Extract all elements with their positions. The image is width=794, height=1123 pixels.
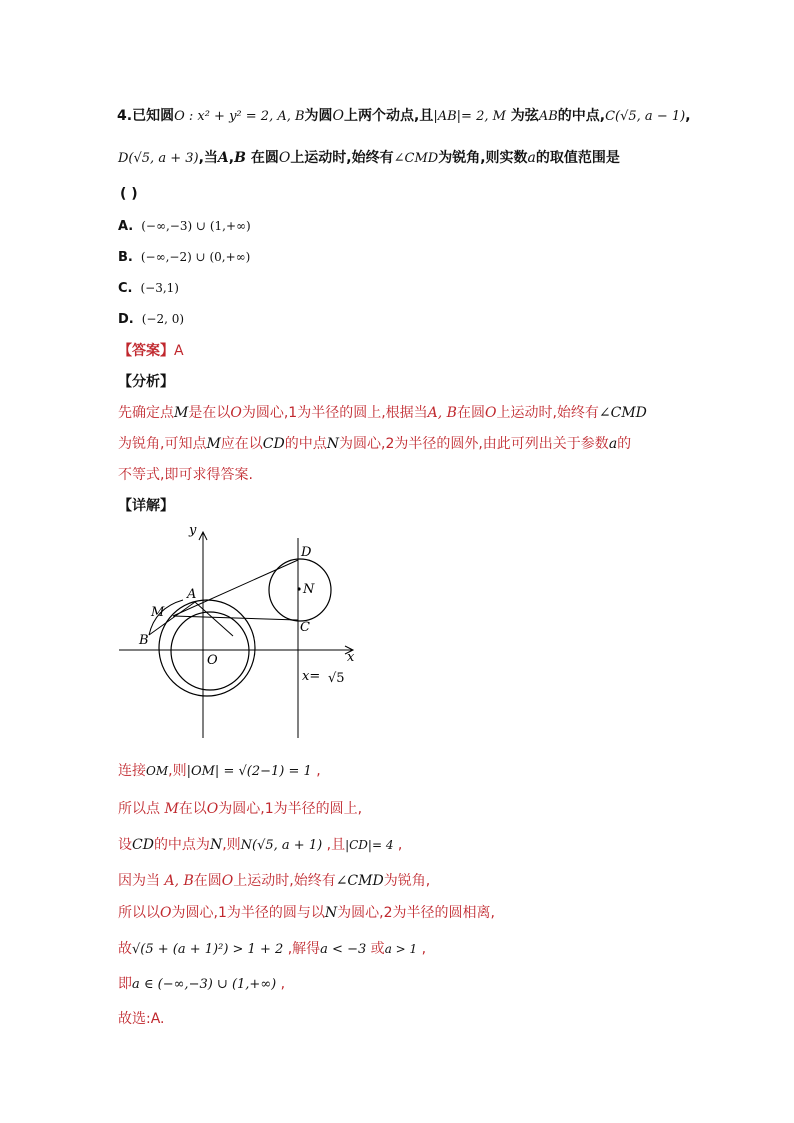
option-a: A. (−∞,−3) ∪ (1,+∞) [118, 219, 251, 234]
label-sqrt5: √5 [328, 671, 345, 686]
analysis-tag: 【分析】 [118, 374, 174, 390]
question-line-2: D(√5, a + 3),当A,B 在圆O上运动时,始终有∠CMD为锐角,则实数a的取值范围是 [118, 150, 620, 166]
question-line-1: 4.已知圆O : x² + y² = 2, A, B为圆O上两个动点,且|AB|= 2, M 为弦AB的中点,C(√5, a − 1), [117, 108, 691, 124]
label-d: D [301, 545, 312, 560]
label-y: y [189, 523, 197, 538]
circle-o-outer [159, 600, 255, 696]
answer-section [118, 341, 184, 361]
detail-line-2: 所以点 M在以O为圆心,1为半径的圆上, [118, 801, 363, 817]
option-d: D. (−2, 0) [118, 312, 185, 327]
segment-a-down [195, 602, 233, 636]
answer-blank: ( ) [120, 186, 138, 202]
label-xeq: x= [302, 669, 321, 684]
detail-line-3: 设CD的中点为N,则N(√5, a + 1) ,且|CD|= 4 , [118, 837, 403, 853]
detail-line-4: 因为当 A, B在圆O上运动时,始终有∠CMD为锐角, [118, 873, 431, 889]
label-o: O [207, 653, 218, 668]
label-a: A [187, 587, 197, 602]
analysis-line-2: 为锐角,可知点M应在以CD的中点N为圆心,2为半径的圆外,由此可列出关于参数a的 [118, 436, 632, 452]
detail-line-6: 故√(5 + (a + 1)²) > 1 + 2 ,解得a < −3 或a > 1 , [118, 941, 427, 957]
detail-line-1: 连接OM,则|OM| = √(2−1) = 1 , [118, 763, 321, 779]
answer-tag: 【答案】 [118, 343, 174, 359]
geometry-figure [115, 518, 365, 740]
label-n: N [303, 582, 315, 597]
option-b: B. (−∞,−2) ∪ (0,+∞) [118, 250, 251, 265]
label-b: B [139, 633, 149, 648]
circle-o-inner [171, 612, 249, 690]
analysis-line-1: 先确定点M是在以O为圆心,1为半径的圆上,根据当A, B在圆O上运动时,始终有∠CMD [118, 405, 647, 421]
detail-line-5: 所以以O为圆心,1为半径的圆与以N为圆心,2为半径的圆相离, [118, 905, 495, 921]
question-number: 4 [117, 108, 127, 124]
detail-line-7: 即a ∈ (−∞,−3) ∪ (1,+∞) , [118, 976, 286, 992]
answer-value: A [174, 343, 184, 359]
label-m: M [151, 605, 165, 620]
detail-tag: 【详解】 [118, 498, 174, 514]
point-n [297, 587, 300, 590]
analysis-line-3: 不等式,即可求得答案. [118, 467, 253, 483]
segment-mc [173, 616, 298, 620]
detail-line-8: 故选:A. [118, 1011, 165, 1027]
label-c: C [300, 620, 310, 635]
option-c: C. (−3,1) [118, 281, 179, 296]
label-x: x [347, 650, 355, 665]
